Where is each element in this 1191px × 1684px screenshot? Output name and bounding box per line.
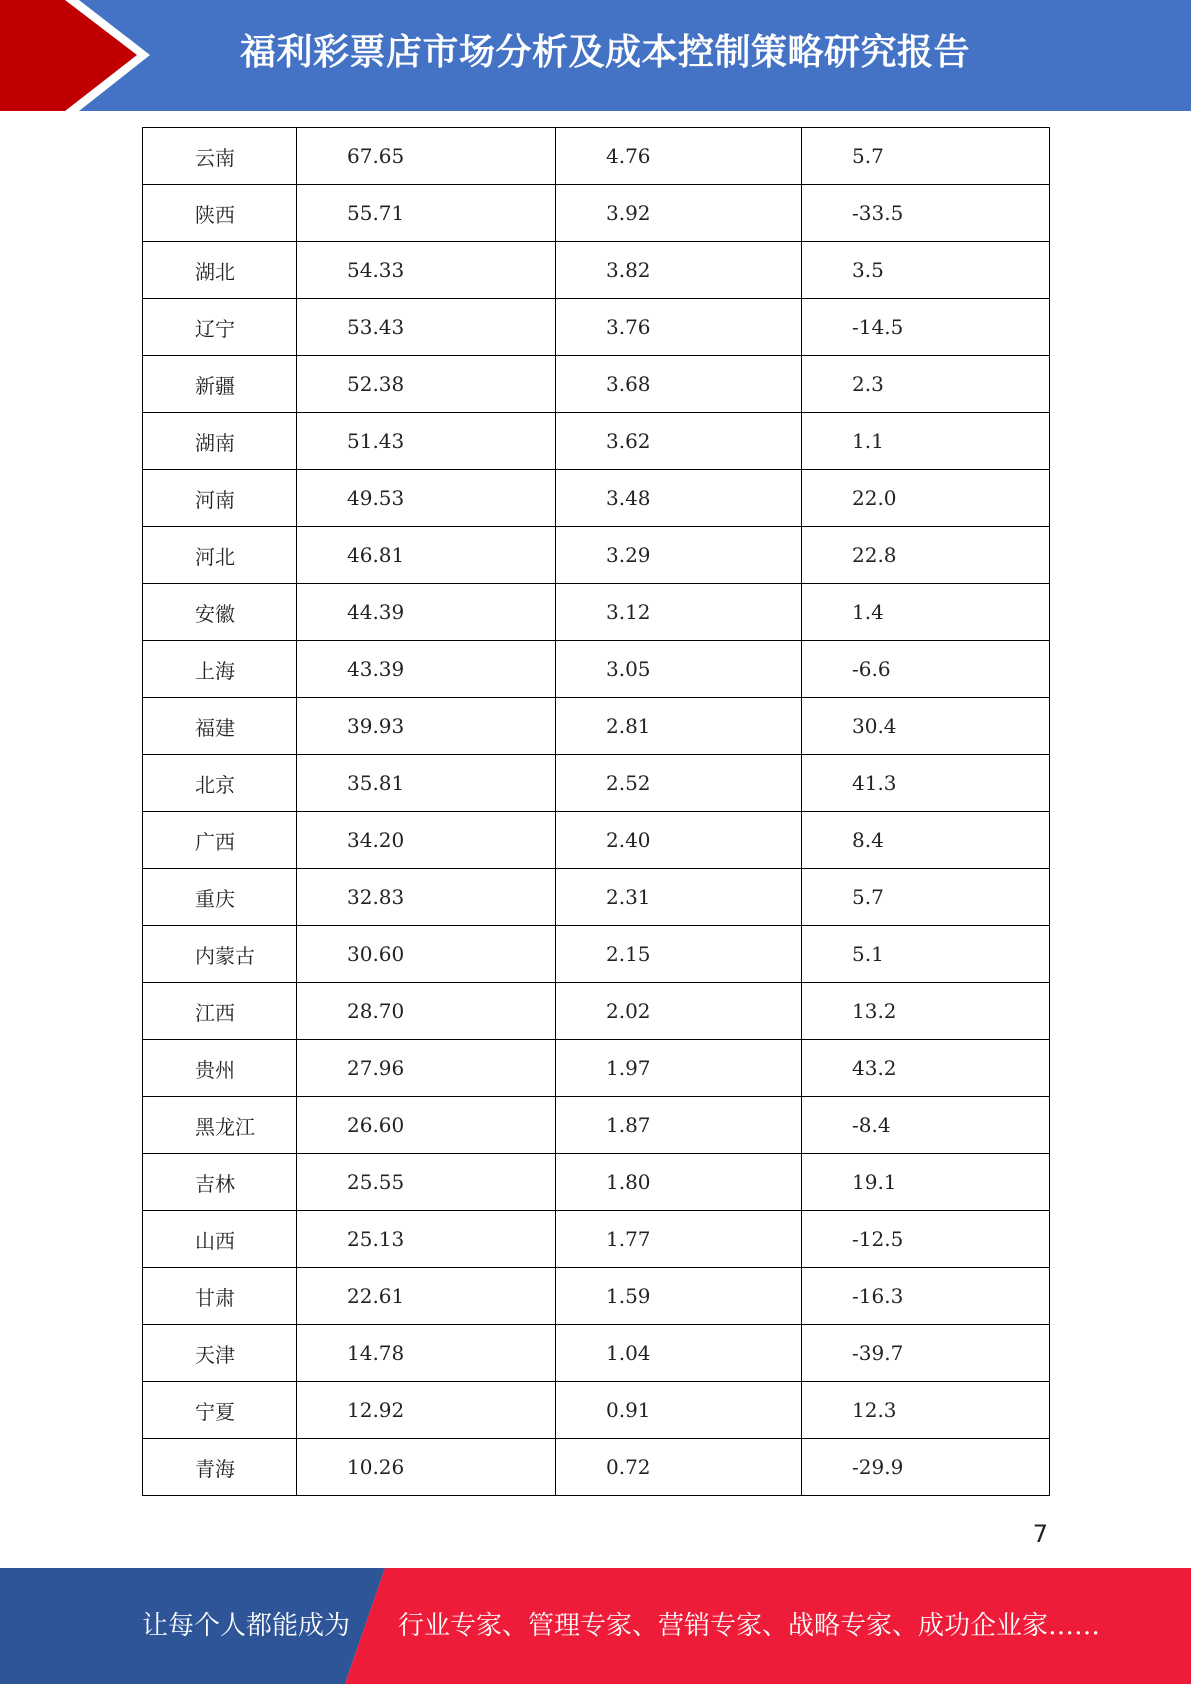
region-cell: 上海 bbox=[143, 641, 297, 698]
region-cell: 天津 bbox=[143, 1325, 297, 1382]
growth-cell: -8.4 bbox=[802, 1097, 1050, 1154]
table-row bbox=[143, 983, 1050, 1040]
value-cell: 25.55 bbox=[297, 1154, 556, 1211]
growth-cell: 5.7 bbox=[802, 869, 1050, 926]
region-cell: 湖南 bbox=[143, 413, 297, 470]
share-cell: 1.77 bbox=[556, 1211, 802, 1268]
region-cell: 内蒙古 bbox=[143, 926, 297, 983]
share-cell: 2.81 bbox=[556, 698, 802, 755]
region-cell: 新疆 bbox=[143, 356, 297, 413]
share-cell: 3.62 bbox=[556, 413, 802, 470]
region-cell: 黑龙江 bbox=[143, 1097, 297, 1154]
value-cell: 52.38 bbox=[297, 356, 556, 413]
table-row bbox=[143, 1439, 1050, 1496]
growth-cell: 3.5 bbox=[802, 242, 1050, 299]
share-cell: 1.80 bbox=[556, 1154, 802, 1211]
growth-cell: 2.3 bbox=[802, 356, 1050, 413]
growth-cell: 30.4 bbox=[802, 698, 1050, 755]
share-cell: 1.59 bbox=[556, 1268, 802, 1325]
growth-cell: 1.4 bbox=[802, 584, 1050, 641]
share-cell: 3.76 bbox=[556, 299, 802, 356]
table-row bbox=[143, 812, 1050, 869]
value-cell: 35.81 bbox=[297, 755, 556, 812]
table-row bbox=[143, 356, 1050, 413]
share-cell: 0.91 bbox=[556, 1382, 802, 1439]
growth-cell: 12.3 bbox=[802, 1382, 1050, 1439]
share-cell: 2.15 bbox=[556, 926, 802, 983]
share-cell: 2.52 bbox=[556, 755, 802, 812]
share-cell: 3.68 bbox=[556, 356, 802, 413]
share-cell: 3.12 bbox=[556, 584, 802, 641]
value-cell: 10.26 bbox=[297, 1439, 556, 1496]
share-cell: 3.92 bbox=[556, 185, 802, 242]
value-cell: 55.71 bbox=[297, 185, 556, 242]
table-row bbox=[143, 1382, 1050, 1439]
value-cell: 51.43 bbox=[297, 413, 556, 470]
growth-cell: -14.5 bbox=[802, 299, 1050, 356]
region-cell: 重庆 bbox=[143, 869, 297, 926]
region-cell: 宁夏 bbox=[143, 1382, 297, 1439]
table-row bbox=[143, 926, 1050, 983]
table-row bbox=[143, 413, 1050, 470]
region-cell: 青海 bbox=[143, 1439, 297, 1496]
share-cell: 3.05 bbox=[556, 641, 802, 698]
growth-cell: 22.8 bbox=[802, 527, 1050, 584]
region-cell: 云南 bbox=[143, 128, 297, 185]
share-cell: 1.87 bbox=[556, 1097, 802, 1154]
region-cell: 河北 bbox=[143, 527, 297, 584]
value-cell: 44.39 bbox=[297, 584, 556, 641]
table-row bbox=[143, 470, 1050, 527]
growth-cell: 22.0 bbox=[802, 470, 1050, 527]
table-row bbox=[143, 1211, 1050, 1268]
region-cell: 甘肃 bbox=[143, 1268, 297, 1325]
footer-slogan-left: 让每个人都能成为 bbox=[142, 1611, 351, 1641]
value-cell: 32.83 bbox=[297, 869, 556, 926]
share-cell: 4.76 bbox=[556, 128, 802, 185]
share-cell: 3.29 bbox=[556, 527, 802, 584]
share-cell: 3.48 bbox=[556, 470, 802, 527]
value-cell: 43.39 bbox=[297, 641, 556, 698]
table-row bbox=[143, 1325, 1050, 1382]
value-cell: 67.65 bbox=[297, 128, 556, 185]
table-body bbox=[143, 128, 1050, 1496]
table-row bbox=[143, 641, 1050, 698]
value-cell: 34.20 bbox=[297, 812, 556, 869]
region-cell: 江西 bbox=[143, 983, 297, 1040]
growth-cell: 1.1 bbox=[802, 413, 1050, 470]
growth-cell: 13.2 bbox=[802, 983, 1050, 1040]
region-cell: 广西 bbox=[143, 812, 297, 869]
value-cell: 25.13 bbox=[297, 1211, 556, 1268]
growth-cell: -29.9 bbox=[802, 1439, 1050, 1496]
table-row bbox=[143, 869, 1050, 926]
report-title: 福利彩票店市场分析及成本控制策略研究报告 bbox=[240, 32, 971, 73]
region-cell: 山西 bbox=[143, 1211, 297, 1268]
growth-cell: 19.1 bbox=[802, 1154, 1050, 1211]
table-row bbox=[143, 185, 1050, 242]
page-header bbox=[0, 0, 1191, 111]
table-row bbox=[143, 527, 1050, 584]
growth-cell: -12.5 bbox=[802, 1211, 1050, 1268]
value-cell: 22.61 bbox=[297, 1268, 556, 1325]
region-cell: 陕西 bbox=[143, 185, 297, 242]
page-footer bbox=[0, 1568, 1191, 1684]
growth-cell: -33.5 bbox=[802, 185, 1050, 242]
value-cell: 39.93 bbox=[297, 698, 556, 755]
share-cell: 1.97 bbox=[556, 1040, 802, 1097]
table-row bbox=[143, 1268, 1050, 1325]
share-cell: 3.82 bbox=[556, 242, 802, 299]
region-cell: 北京 bbox=[143, 755, 297, 812]
share-cell: 2.02 bbox=[556, 983, 802, 1040]
table-row bbox=[143, 1154, 1050, 1211]
share-cell: 2.40 bbox=[556, 812, 802, 869]
table-row bbox=[143, 698, 1050, 755]
growth-cell: 41.3 bbox=[802, 755, 1050, 812]
value-cell: 53.43 bbox=[297, 299, 556, 356]
growth-cell: -16.3 bbox=[802, 1268, 1050, 1325]
table-row bbox=[143, 1097, 1050, 1154]
table-row bbox=[143, 1040, 1050, 1097]
value-cell: 26.60 bbox=[297, 1097, 556, 1154]
table-row bbox=[143, 299, 1050, 356]
share-cell: 1.04 bbox=[556, 1325, 802, 1382]
value-cell: 46.81 bbox=[297, 527, 556, 584]
growth-cell: -39.7 bbox=[802, 1325, 1050, 1382]
value-cell: 49.53 bbox=[297, 470, 556, 527]
footer-slogan-right: 行业专家、管理专家、营销专家、战略专家、成功企业家…… bbox=[398, 1611, 1101, 1641]
growth-cell: -6.6 bbox=[802, 641, 1050, 698]
page-number: 7 bbox=[1032, 1520, 1048, 1548]
value-cell: 12.92 bbox=[297, 1382, 556, 1439]
region-cell: 福建 bbox=[143, 698, 297, 755]
region-cell: 河南 bbox=[143, 470, 297, 527]
growth-cell: 8.4 bbox=[802, 812, 1050, 869]
share-cell: 2.31 bbox=[556, 869, 802, 926]
table-row bbox=[143, 755, 1050, 812]
region-cell: 吉林 bbox=[143, 1154, 297, 1211]
value-cell: 30.60 bbox=[297, 926, 556, 983]
table-row bbox=[143, 584, 1050, 641]
value-cell: 27.96 bbox=[297, 1040, 556, 1097]
region-cell: 安徽 bbox=[143, 584, 297, 641]
data-table bbox=[142, 127, 1050, 1496]
value-cell: 54.33 bbox=[297, 242, 556, 299]
table-row bbox=[143, 242, 1050, 299]
value-cell: 28.70 bbox=[297, 983, 556, 1040]
region-cell: 贵州 bbox=[143, 1040, 297, 1097]
growth-cell: 5.7 bbox=[802, 128, 1050, 185]
value-cell: 14.78 bbox=[297, 1325, 556, 1382]
share-cell: 0.72 bbox=[556, 1439, 802, 1496]
growth-cell: 5.1 bbox=[802, 926, 1050, 983]
table-row bbox=[143, 128, 1050, 185]
region-cell: 湖北 bbox=[143, 242, 297, 299]
growth-cell: 43.2 bbox=[802, 1040, 1050, 1097]
region-cell: 辽宁 bbox=[143, 299, 297, 356]
